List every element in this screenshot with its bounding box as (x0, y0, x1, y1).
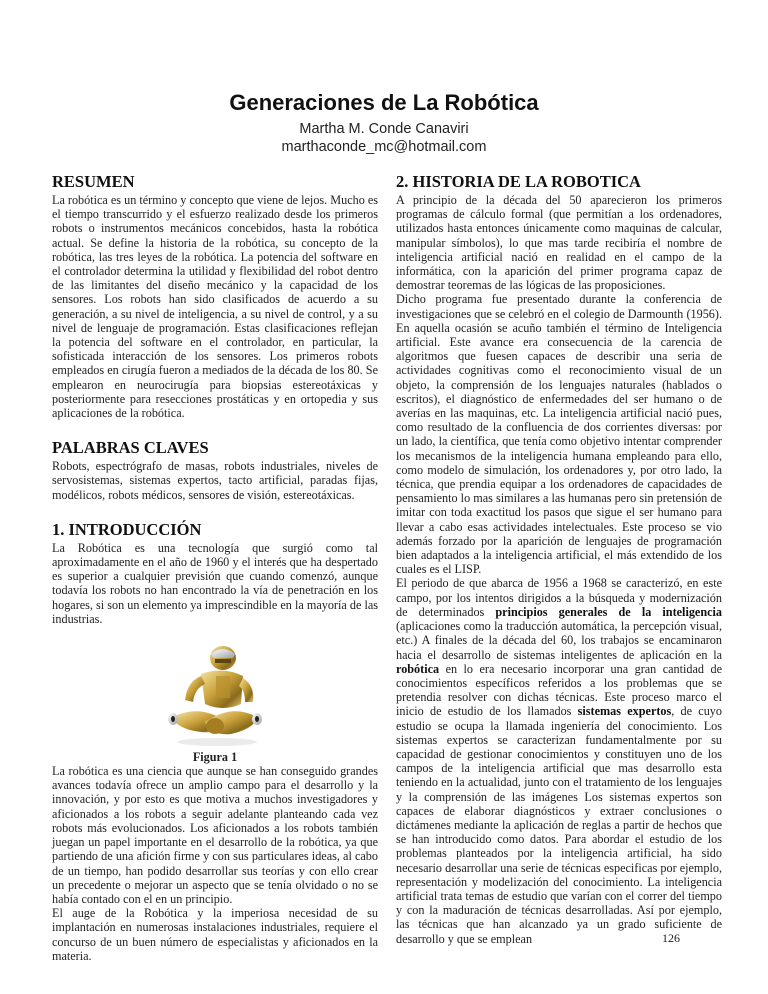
bold-term-sistemas-expertos: sistemas expertos (577, 704, 672, 719)
section-introduccion (52, 520, 378, 963)
figure-1 (52, 642, 378, 764)
historia-paragraph-3 (396, 576, 722, 945)
resumen-text: La robótica es un término y concepto que viene de lejos. Mucho es el tiempo transcurrido y el esfuerzo realizado desde los primeros robots o instrumentos mecánicos concebidos, hasta la robótica actual. Se define la historia de la robótica, su concepto de la robótica, las tres leyes de la robótica. La potencia del software en el controlador determina la utilidad y flexibilidad del robot dentro de las limitantes del diseño mecánico y la capacidad de los sensores. Los robots han sido clasificados de acuerdo a su generación, a su nivel de inteligencia, a su nivel de control, y a su nivel de lenguaje de programación. Estas clasificaciones reflejan la potencia del software en el controlador, en particular, la sofisticada interacción de los sensores. Los primeros robots empleados en cirugía fueron a mediados de la década de los 80. Se emplearon en neurocirugía para biopsias estereotáxicas y posteriormente para resecciones prostáticas y en ortopedia y sus aplicaciones de la robótica. (52, 193, 378, 421)
paper-title: Generaciones de La Robótica (229, 90, 539, 115)
intro-paragraph-1: La Robótica es una tecnología que surgió como tal aproximadamente en el año de 1960 y el interés que ha despertado es superior a cualquier previsión que cuando comenzó, aunque todavía los robots no han encontrado la vía de penetración en los hogares, si son un elemento ya imprescindible en la mayoría de las industrias. (52, 540, 378, 626)
historia-p3-text-b: (aplicaciones como la traducción automática, la percepción visual, etc.) A finales de la década del 60, los trabajos se encaminaron hacia el desarrollo de sistemas inteligentes de aplicación en la (396, 619, 722, 662)
section-resumen (52, 172, 378, 420)
historia-p3-text-d: , de cuyo estudio se ocupa la llamada ingeniería del conocimiento. Los sistemas expertos se caracterizan fundamentalmente por su capacidad de gestionar conocimientos y constituyen uno de los campos de la inteligencia artificial que mas desarrollo esta teniendo en la actualidad, junto con el tratamiento de los lenguajes y la comprensión de las imágenes Los sistemas expertos son capaces de elaborar diagnósticos y extraer conclusiones o dictámenes mediante la aplicación de reglas a partir de hechos que se han introducido como datos. Para abordar el estudio de los problemas planteados por la inteligencia artificial, ha sido necesario desarrollar una serie de técnicas especificas por ejemplo, representación y modelización del conocimiento. La inteligencia artificial trata temas de estudio que varían con el correr del tiempo y con la maduración de técnicas desarrolladas. Así por ejemplo, las técnicas que han alcanzado ya un grado suficiente de desarrollo y que se emplean (396, 704, 722, 946)
intro-paragraph-2: La robótica es una ciencia que aunque se han conseguido grandes avances todavía ofrece un amplio campo para el desarrollo y la innovación, y por esto es que motiva a muchos investigadores y aficionados a los robots a seguir adelante planteando cada vez robots más evolucionados. Los aficionados a los robots también juegan un papel importante en el desarrollo de la robótica, ya que partiendo de una afición firme y con sus particulares ideas, al cabo de un tiempo, han podido desarrollar sus teorías y con ello crear un precedente o mejorar un aspecto que se tenía olvidado o no se había contado con el en un principio. (52, 764, 378, 906)
historia-paragraph-1: A principio de la década del 50 aparecieron los primeros programas de cálculo formal (que permitían a los ordenadores, utilizados hasta entonces únicamente como maquinas de calcular, manipular símbolos), lo que mas tarde recibiría el nombre de inteligencia artificial nació en realidad en el campo de la informática, con la aparición del primer programa capaz de demostrar teoremas de las lógicas de las proposiciones. (396, 193, 722, 293)
section-heading-palabras-claves: PALABRAS CLAVES (52, 438, 209, 458)
left-column (52, 172, 378, 963)
author-name: Martha M. Conde Canaviri (299, 121, 469, 137)
section-palabras-claves (52, 438, 378, 502)
intro-paragraph-3: El auge de la Robótica y la imperiosa necesidad de su implantación en numerosas instalaciones industriales, requiere el concurso de un buen número de especialistas y aficionados en la materia. (52, 906, 378, 963)
section-heading-resumen: RESUMEN (52, 172, 135, 191)
bold-term-principios: principios generales de la inteligencia (495, 604, 722, 619)
historia-p3-text-c: en lo era necesario incorporar una gran cantidad de conocimientos específicos referidos a los problemas que se pretendia resolver con dichas técnicas. Este proceso marco el inicio de estudio de los llamados (396, 661, 722, 719)
section-heading-introduccion: 1. INTRODUCCIÓN (52, 519, 202, 539)
golden-robot-image (161, 642, 269, 750)
author-email: marthaconde_mc@hotmail.com (281, 139, 487, 155)
section-heading-historia: 2. HISTORIA DE LA ROBOTICA (396, 172, 641, 191)
historia-paragraph-2: Dicho programa fue presentado durante la conferencia de investigaciones que se celebró en el colegio de Darmounth (1956). En aquella ocasión se acuño también el término de Inteligencia artificial. Este avance era consecuencia de la carencia de algoritmos que fuesen capaces de describir una seria de actividades cognitivas como el reconocimiento visual de un objeto, la comprensión de los lenguajes naturales (hablados o escritos), el diagnóstico de enfermedades del ser humano o de averías en las maquinas, etc. La inteligencia artificial nació pues, como resultado de la confluencia de dos corrientes diversas: por un lado, la científica, que tenía como objetivo intentar comprender los mecanismos de la inteligencia humana empleando para ello, como modelo de simulación, los ordenadores y, por otro lado, la técnica, que prendia equipar a los ordenadores de capacidades de pensamiento lo mas similares a las humanas pero sin pretensión de imitar con toda exactitud los pasos que sigue el ser humano para llevar a cabo esas actividades intelectuales. Este proceso se vio además forzado por la aparición de lenguajes de programación bien adaptados a la inteligencia artificial, el más extendido de los cuales es el LISP. (396, 292, 722, 577)
right-column (396, 172, 722, 946)
bold-term-robotica: robótica (396, 661, 440, 676)
historia-p3-text-a: El periodo de que abarca de 1956 a 1968 se caracterizó, en este campo, por los intentos dirigidos a la búsqueda y modernización de determinados (396, 576, 722, 619)
paper-header (0, 90, 768, 156)
page-number: 126 (662, 931, 680, 945)
section-historia (396, 172, 722, 946)
keywords-text: Robots, espectrógrafo de masas, robots industriales, niveles de servosistemas, sistemas expertos, tacto artificial, paradas fijas, modélicos, robots médicos, sensores de visión, estereotáxicas. (52, 459, 378, 502)
figure-caption: Figura 1 (192, 750, 238, 765)
